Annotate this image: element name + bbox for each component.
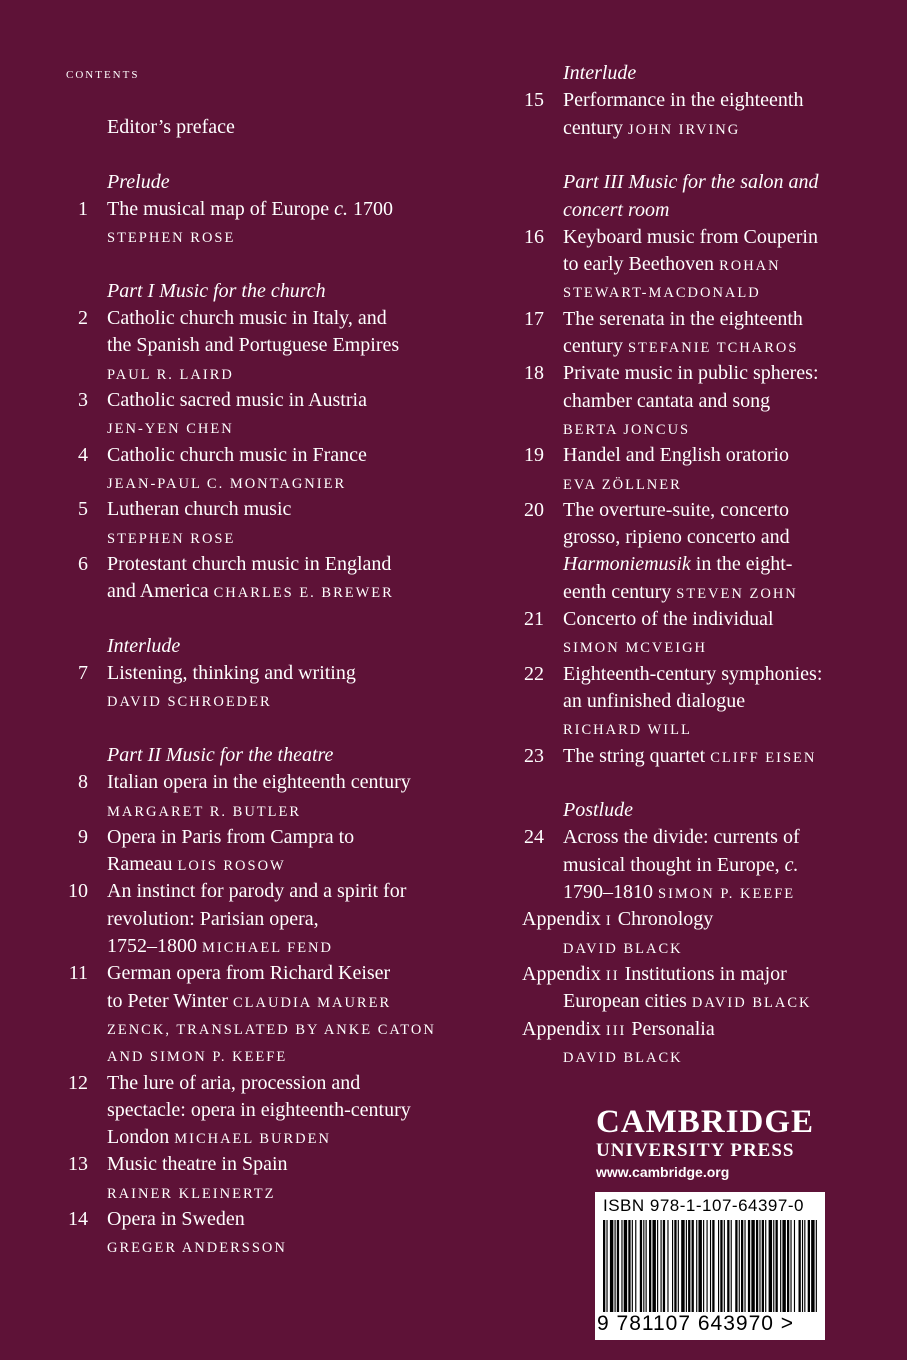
chapter-number: 23 — [524, 744, 544, 767]
chapter-number: 7 — [78, 662, 88, 684]
barcode-bar — [724, 1220, 725, 1312]
contents-line — [107, 496, 291, 523]
barcode-bar — [756, 1220, 758, 1312]
author-name: LOIS ROSOW — [177, 858, 286, 875]
barcode-bar — [782, 1220, 785, 1312]
entry-text: revolution: Parisian opera, — [107, 907, 319, 930]
author-name: GREGER ANDERSSON — [107, 1240, 287, 1257]
author-name: DAVID BLACK — [563, 940, 683, 957]
contents-line — [107, 1124, 331, 1153]
contents-line — [563, 333, 798, 362]
entry-text: 1700 — [348, 197, 394, 220]
section-heading: Part I Music for the church — [107, 279, 326, 302]
contents-line — [107, 933, 333, 962]
contents-entry: Editor’s preface — [107, 116, 235, 138]
chapter-number: 6 — [78, 552, 88, 575]
barcode-bar — [661, 1220, 662, 1312]
barcode-bar — [617, 1220, 619, 1312]
author-name: DAVID BLACK — [691, 995, 812, 1012]
barcode-digits: 9 781107 643970 > — [597, 1312, 795, 1335]
author-name: SIMON P. KEEFE — [658, 886, 796, 902]
entry-text: Appendix — [522, 1017, 606, 1040]
entry-text: The overture-suite, concerto — [563, 498, 790, 521]
barcode-bars — [603, 1220, 817, 1312]
contents-line — [563, 1043, 683, 1072]
contents-line — [563, 661, 822, 688]
barcode-bar — [751, 1220, 754, 1312]
barcode-bar — [765, 1220, 766, 1312]
author-name: MICHAEL BURDEN — [174, 1131, 331, 1148]
author-name: BERTA JONCUS — [563, 421, 691, 438]
barcode-bar — [698, 1220, 701, 1312]
contents-line — [563, 852, 799, 879]
contents-line — [107, 1233, 287, 1262]
chapter-number: 19 — [524, 444, 544, 467]
chapter-number: 10 — [68, 880, 88, 903]
entry-text: 1752–1800 — [107, 935, 202, 957]
barcode-bar — [606, 1220, 607, 1312]
contents-line — [107, 687, 272, 716]
barcode-bar — [744, 1220, 745, 1312]
entry-text: grosso, ripieno concerto and — [563, 526, 790, 549]
contents-line — [107, 196, 393, 223]
contents-line — [107, 660, 356, 687]
section-heading: Part II Music for the theatre — [107, 743, 334, 766]
chapter-number: 22 — [524, 662, 544, 685]
contents-line — [563, 743, 816, 772]
entry-text: The musical map of Europe — [107, 197, 335, 220]
entry-text: c. — [334, 197, 349, 220]
contents-line — [107, 1179, 275, 1208]
entry-text: the Spanish and Portuguese Empires — [107, 334, 400, 357]
contents-line — [563, 988, 811, 1017]
barcode-bar — [808, 1220, 810, 1312]
appendix-entry — [522, 1016, 715, 1045]
contents-line — [563, 934, 683, 963]
barcode-bar — [688, 1220, 690, 1312]
chapter-number: 11 — [68, 962, 88, 985]
contents-line — [107, 1206, 245, 1233]
chapter-number: 15 — [524, 89, 544, 112]
barcode-bar — [718, 1220, 719, 1312]
section-heading: Interlude — [107, 634, 181, 657]
entry-text: in the eight- — [690, 553, 793, 576]
publisher-url: www.cambridge.org — [596, 1164, 730, 1180]
barcode-bar — [672, 1220, 673, 1312]
chapter-number: 3 — [78, 389, 88, 411]
author-name: CHARLES E. BREWER — [213, 585, 394, 602]
section-heading: Postlude — [563, 799, 633, 822]
author-name: JEN-YEN CHEN — [107, 421, 234, 438]
barcode-bar — [692, 1220, 694, 1312]
barcode-bar — [790, 1220, 791, 1312]
chapter-number: 18 — [524, 362, 544, 385]
author-name: JEAN-PAUL C. MONTAGNIER — [107, 475, 347, 492]
author-name: MICHAEL FEND — [202, 940, 334, 956]
author-name: DAVID SCHROEDER — [107, 694, 272, 711]
contents-line — [563, 497, 789, 524]
contents-line — [107, 878, 406, 905]
entry-text: chamber cantata and song — [563, 389, 771, 412]
entry-text: c. — [784, 853, 799, 876]
contents-line — [107, 851, 286, 880]
barcode-bar — [640, 1220, 642, 1312]
barcode-bar — [674, 1220, 676, 1312]
barcode-bar — [624, 1220, 627, 1312]
contents-line — [107, 1042, 287, 1071]
contents-line — [107, 1015, 436, 1044]
barcode-bar — [643, 1220, 644, 1312]
entry-text: Catholic church music in Italy, and — [107, 307, 387, 330]
publisher-logo — [596, 1104, 814, 1182]
author-name: PAUL R. LAIRD — [107, 366, 234, 383]
contents-line — [107, 360, 234, 389]
contents-line — [563, 579, 798, 608]
contents-line — [107, 332, 399, 359]
entry-text: Music theatre in Spain — [107, 1153, 288, 1176]
entry-text: Handel and English oratorio — [563, 444, 790, 467]
author-name: STEPHEN ROSE — [107, 530, 236, 547]
contents-line — [563, 360, 819, 387]
contents-line — [563, 388, 770, 415]
author-name: JOHN IRVING — [627, 121, 741, 138]
contents-line — [107, 414, 234, 443]
barcode-bar — [748, 1220, 750, 1312]
appendix-entry — [522, 906, 713, 935]
section-heading: Prelude — [107, 170, 170, 193]
barcode-bar — [657, 1220, 658, 1312]
entry-text: Listening, thinking and writing — [107, 662, 356, 684]
entry-text: Catholic sacred music in Austria — [107, 389, 367, 411]
entry-text: European cities — [563, 990, 692, 1013]
entry-text: Opera in Paris from Campra to — [107, 825, 355, 848]
barcode-bar — [707, 1220, 708, 1312]
chapter-number: 9 — [78, 825, 88, 848]
barcode-bar — [681, 1220, 684, 1312]
entry-text: century — [563, 335, 628, 357]
entry-text: Appendix — [522, 908, 606, 931]
author-name: STEWART-MACDONALD — [563, 285, 761, 302]
barcode-bar — [816, 1220, 817, 1312]
contents-line — [107, 960, 390, 987]
barcode-bar — [759, 1220, 760, 1312]
barcode-bar — [735, 1220, 737, 1312]
contents-line — [563, 251, 781, 280]
entry-text: and America — [107, 580, 214, 603]
chapter-number: 13 — [68, 1153, 88, 1176]
entry-text: Rameau — [107, 853, 178, 876]
chapter-number: 5 — [78, 498, 88, 521]
entry-text: Across the divide: currents of — [563, 826, 800, 849]
barcode-bar — [667, 1220, 668, 1312]
contents-line — [563, 688, 745, 715]
entry-text: Opera in Sweden — [107, 1208, 245, 1230]
contents-line — [107, 469, 346, 498]
contents-line — [107, 305, 387, 332]
chapter-number: 4 — [78, 443, 88, 466]
contents-line — [107, 442, 367, 469]
contents-line — [107, 223, 235, 252]
barcode-bar — [780, 1220, 781, 1312]
contents-line — [563, 87, 803, 114]
contents-line — [563, 470, 682, 499]
barcode-bar — [610, 1220, 613, 1312]
barcode-bar — [776, 1220, 778, 1312]
contents-line — [107, 988, 391, 1017]
contents-line — [107, 578, 394, 607]
entry-text: The serenata in the eighteenth — [563, 307, 803, 330]
barcode-bar — [686, 1220, 687, 1312]
entry-text: eenth century — [563, 580, 677, 603]
author-name: III — [605, 1022, 627, 1039]
author-name: AND SIMON P. KEEFE — [107, 1049, 288, 1066]
appendix-entry — [522, 961, 787, 990]
contents-line — [107, 1151, 288, 1178]
contents-line — [563, 633, 707, 662]
chapter-number: 21 — [524, 608, 544, 630]
contents-line — [107, 824, 354, 851]
contents-line — [107, 906, 319, 933]
entry-text: spectacle: opera in eighteenth-century — [107, 1098, 411, 1121]
barcode-bar — [696, 1220, 697, 1312]
barcode-bar — [663, 1220, 665, 1312]
author-name: RAINER KLEINERTZ — [107, 1185, 276, 1202]
entry-text: The lure of aria, procession and — [107, 1071, 361, 1094]
entry-text: Private music in public spheres: — [563, 362, 819, 385]
author-name: STEPHEN ROSE — [107, 230, 236, 247]
contents-line — [563, 306, 803, 333]
chapter-number: 8 — [78, 771, 88, 794]
barcode-bar — [741, 1220, 743, 1312]
chapter-number: 1 — [78, 197, 88, 220]
entry-text: Personalia — [626, 1017, 715, 1040]
contents-line — [107, 1097, 411, 1124]
entry-text: Protestant church music in England — [107, 552, 392, 575]
entry-text: Keyboard music from Couperin — [563, 225, 818, 248]
barcode-bar — [794, 1220, 795, 1312]
barcode-bar — [762, 1220, 764, 1312]
entry-text: Harmoniemusik — [563, 553, 691, 576]
entry-text: 1790–1810 — [563, 881, 658, 903]
barcode-bar — [652, 1220, 655, 1312]
contents-line — [107, 1070, 360, 1097]
entry-text: Lutheran church music — [107, 498, 292, 521]
author-name: SIMON MCVEIGH — [563, 640, 708, 657]
barcode-bar — [804, 1220, 805, 1312]
contents-line — [563, 551, 792, 578]
barcode-bar — [802, 1220, 803, 1312]
barcode-bar — [632, 1220, 633, 1312]
section-heading: Part III Music for the salon and — [563, 171, 819, 194]
barcode-bar — [703, 1220, 704, 1312]
entry-text: Performance in the eighteenth — [563, 89, 804, 112]
contents-line — [107, 797, 301, 826]
author-name: STEVEN ZOHN — [676, 585, 798, 602]
author-name: CLIFF EISEN — [710, 749, 817, 766]
contents-heading: contents — [66, 66, 140, 82]
author-name: CLAUDIA MAURER — [233, 994, 392, 1011]
contents-line — [107, 387, 367, 414]
chapter-number: 14 — [68, 1208, 88, 1230]
barcode-bar — [787, 1220, 789, 1312]
author-name: I — [605, 913, 613, 930]
contents-line — [563, 524, 790, 551]
entry-text: Eighteenth-century symphonies: — [563, 662, 823, 685]
barcode-bar — [635, 1220, 636, 1312]
contents-line — [107, 551, 391, 578]
barcode-bar — [811, 1220, 814, 1312]
barcode-bar — [649, 1220, 651, 1312]
publisher-name: CAMBRIDGE — [596, 1104, 815, 1140]
chapter-number: 2 — [78, 307, 88, 330]
chapter-number: 16 — [524, 225, 544, 248]
author-name: RICHARD WILL — [563, 722, 692, 739]
isbn-label: ISBN 978-1-107-64397-0 — [603, 1196, 804, 1215]
contents-line — [563, 879, 795, 908]
section-heading: Interlude — [563, 62, 637, 84]
contents-line — [563, 824, 800, 851]
contents-line — [563, 224, 818, 251]
entry-text: The string quartet — [563, 744, 711, 767]
author-name: DAVID BLACK — [563, 1049, 683, 1066]
barcode-bar — [799, 1220, 801, 1312]
barcode-bar — [603, 1220, 605, 1312]
section-heading: concert room — [563, 198, 670, 221]
barcode-bar — [739, 1220, 740, 1312]
entry-text: an unfinished dialogue — [563, 689, 746, 712]
author-name: STEFANIE TCHAROS — [627, 340, 799, 356]
entry-text: Italian opera in the eighteenth century — [107, 771, 411, 794]
isbn-barcode — [595, 1192, 825, 1340]
contents-line — [563, 415, 690, 444]
barcode-bar — [731, 1220, 732, 1312]
barcode-bar — [678, 1220, 679, 1312]
barcode-bar — [769, 1220, 772, 1312]
barcode-bar — [621, 1220, 622, 1312]
contents-line — [563, 442, 789, 469]
barcode-bar — [710, 1220, 711, 1312]
author-name: II — [605, 967, 620, 984]
entry-text: Chronology — [612, 908, 714, 931]
publisher-press: UNIVERSITY PRESS — [596, 1140, 795, 1161]
contents-line — [107, 524, 235, 553]
contents-line — [563, 115, 740, 144]
barcode-bar — [727, 1220, 729, 1312]
entry-text: century — [563, 116, 628, 139]
entry-text: to early Beethoven — [563, 253, 720, 276]
author-name: EVA ZÖLLNER — [563, 476, 682, 493]
entry-text: An instinct for parody and a spirit for — [107, 880, 407, 903]
entry-text: London — [107, 1126, 175, 1149]
contents-line — [563, 278, 761, 307]
barcode-bar — [712, 1220, 714, 1312]
barcode-bar — [720, 1220, 722, 1312]
entry-text: to Peter Winter — [107, 989, 234, 1012]
entry-text: Concerto of the individual — [563, 608, 774, 630]
author-name: ZENCK, TRANSLATED BY ANKE CATON — [107, 1021, 436, 1038]
barcode-bar — [628, 1220, 630, 1312]
author-name: ROHAN — [719, 258, 781, 275]
chapter-number: 17 — [524, 307, 544, 330]
entry-text: German opera from Richard Keiser — [107, 962, 391, 985]
chapter-number: 24 — [524, 826, 544, 849]
entry-text: musical thought in Europe, — [563, 853, 785, 876]
chapter-number: 12 — [68, 1071, 88, 1094]
barcode-bar — [773, 1220, 774, 1312]
contents-line — [563, 606, 774, 633]
barcode-bar — [646, 1220, 647, 1312]
entry-text: Institutions in major — [619, 962, 787, 985]
contents-line — [107, 769, 411, 796]
entry-text: Catholic church music in France — [107, 443, 367, 466]
author-name: MARGARET R. BUTLER — [107, 803, 302, 820]
contents-line — [563, 715, 692, 744]
chapter-number: 20 — [524, 498, 544, 521]
entry-text: Appendix — [522, 962, 606, 985]
barcode-bar — [615, 1220, 616, 1312]
